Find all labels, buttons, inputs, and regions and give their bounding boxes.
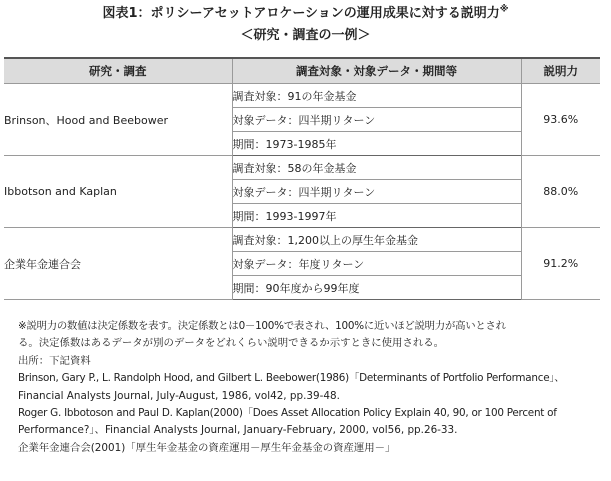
detail-period: 期間：1993-1997年: [232, 204, 521, 228]
footnote-line: Brinson, Gary P., L. Randolph Hood, and Gilbert L. Beebower(1986)「Determinants of Portfolio Performance」、: [18, 372, 565, 385]
header-ratio: 説明力: [521, 58, 600, 84]
header-details: 調査対象・対象データ・期間等: [232, 58, 521, 84]
figure-title-text: 図表1：ポリシーアセットアロケーションの運用成果に対する説明力: [102, 6, 500, 21]
explanatory-ratio: 88.0%: [521, 156, 600, 228]
detail-subject: 調査対象：1,200以上の厚生年金基金: [232, 228, 521, 252]
detail-subject: 調査対象：58の年金基金: [232, 156, 521, 180]
study-name: Brinson、Hood and Beebower: [4, 84, 232, 156]
footnote-line: Financial Analysts Journal, July-August, 1986, vol42, pp.39-48.: [18, 389, 340, 402]
header-study: 研究・調査: [4, 58, 232, 84]
table-row: [4, 84, 600, 108]
study-name: 企業年金連合会: [4, 228, 232, 300]
table-row: [4, 228, 600, 252]
footnote-line: Performance?」、Financial Analysts Journal, January-February, 2000, vol56, pp.26-33.: [18, 424, 458, 437]
explanatory-ratio: 91.2%: [521, 228, 600, 300]
research-table: [4, 57, 600, 300]
detail-period: 期間：90年度から99年度: [232, 276, 521, 300]
footnote-line: る。決定係数はあるデータが別のデータをどれくらい説明できるか示すときに使用される。: [18, 337, 445, 350]
figure-subtitle: ＜研究・調査の一例＞: [240, 28, 371, 43]
study-name: Ibbotson and Kaplan: [4, 156, 232, 228]
footnote-line: 企業年金連合会(2001)「厚生年金基金の資産運用－厚生年金基金の資産運用－」: [18, 441, 396, 454]
detail-data: 対象データ：四半期リターン: [232, 108, 521, 132]
figure-title: [0, 5, 611, 23]
detail-period: 期間：1973-1985年: [232, 132, 521, 156]
footnotes: [18, 318, 606, 457]
detail-data: 対象データ：年度リターン: [232, 252, 521, 276]
table-header-row: [4, 58, 600, 84]
footnote-line: ※説明力の数値は決定係数を表す。決定係数とは0－100%で表され、100%に近いほど説明力が高いとされ: [18, 320, 506, 332]
footnote-line: 出所：下記資料: [18, 354, 91, 367]
figure-title-note-mark: ※: [499, 4, 509, 15]
footnote-line: Roger G. Ibbotoson and Paul D. Kaplan(2000)「Does Asset Allocation Policy Explain 40, 90, or 100 Percent of: [18, 407, 557, 420]
table-row: [4, 156, 600, 180]
detail-subject: 調査対象：91の年金基金: [232, 84, 521, 108]
detail-data: 対象データ：四半期リターン: [232, 180, 521, 204]
explanatory-ratio: 93.6%: [521, 84, 600, 156]
